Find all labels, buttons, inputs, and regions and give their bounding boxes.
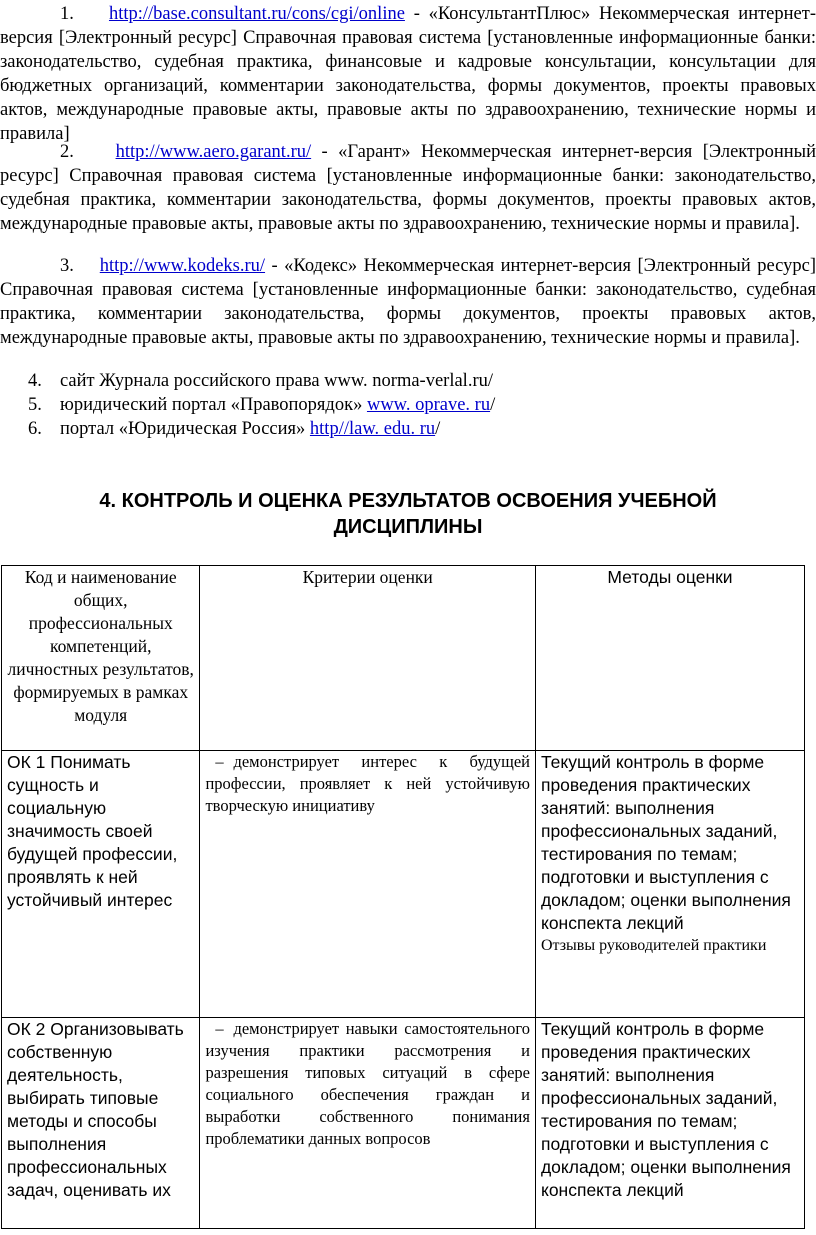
reference-item-6 [28, 417, 440, 441]
header-criteria: Критерии оценки [200, 566, 536, 751]
methods-text: Текущий контроль в форме проведения практических занятий: выполнения профессиональных заданий, тестирования по темам; подготовки и выступления с докладом; оценки выполнения конспекта лекций [540, 752, 791, 933]
section-title [0, 488, 816, 540]
reference-text: сайт Журнала российского права www. norma-verlal.ru/ [60, 371, 493, 391]
section-title-line2: ДИСЦИПЛИНЫ [333, 516, 483, 538]
reference-number: 6. [28, 419, 42, 439]
reference-item-1 [0, 2, 816, 146]
assessment-table [1, 565, 805, 1229]
header-competence-code: Код и наименование общих, профессиональных компетенций, личностных результатов, формируемых в рамках модуля [2, 566, 200, 751]
table-row [2, 1018, 805, 1229]
methods-text: Текущий контроль в форме проведения практических занятий: выполнения профессиональных заданий, тестирования по темам; подготовки и выступления с докладом; оценки выполнения конспекта лекций [540, 1019, 791, 1200]
reference-item-5 [28, 393, 495, 417]
reference-text: - «КонсультантПлюс» Некоммерческая интернет-версия [Электронный ресурс] Справочная правовая система [установленные информационные банки: законодательство, судебная практика, финансовые и кадровые консультации, консультации для бюджетных организаций, комментарии законодательства, формы документов, проекты правовых актов, международные правовые акты, правовые акты по здравоохранению, технические нормы и правила] [0, 4, 816, 144]
table-row [2, 751, 805, 1018]
methods-cell [535, 751, 804, 1018]
reference-number: 3. [60, 256, 74, 276]
dash-marker: – [215, 752, 224, 771]
reference-tail: / [490, 395, 496, 415]
reference-number: 1. [60, 4, 74, 24]
reference-tail: / [435, 419, 441, 439]
criteria-text: демонстрирует навыки самостоятельного изучения практики рассмотрения и разрешения типовых ситуаций в сфере социального обеспечения граждан и выработки собственного понимания проблематики данных вопросов [205, 1019, 530, 1148]
oprave-link[interactable]: www. oprave. ru [366, 395, 491, 415]
table-header-row [2, 566, 805, 751]
kodeks-link[interactable]: http://www.kodeks.ru/ [99, 256, 266, 276]
methods-cell [535, 1018, 804, 1229]
reference-text: - «Кодекс» Некоммерческая интернет-версия [Электронный ресурс] Справочная правовая система [установленные информационные банки: законодательство, судебная практика, комментарии законодательства, формы документов, проекты правовых актов, международные правовые акты, правовые акты по здравоохранению, технические нормы и правила]. [0, 256, 816, 348]
competence-code-cell: ОК 1 Понимать сущность и социальную значимость своей будущей профессии, проявлять к ней устойчивый интерес [2, 751, 200, 1018]
reference-text: - «Гарант» Некоммерческая интернет-версия [Электронный ресурс] Справочная правовая система [установленные информационные банки: законодательство, судебная практика, комментарии законодательства, формы документов, проекты правовых актов, международные правовые акты, правовые акты по здравоохранению, технические нормы и правила]. [0, 142, 816, 234]
reviews-text: Отзывы руководителей практики [540, 937, 767, 954]
reference-item-4 [28, 369, 493, 393]
reference-item-2 [0, 140, 816, 236]
header-methods: Методы оценки [535, 566, 804, 751]
reference-text: юридический портал «Правопорядок» [60, 395, 367, 415]
reference-number: 4. [28, 371, 42, 391]
garant-link[interactable]: http://www.aero.garant.ru/ [115, 142, 312, 162]
dash-marker: – [215, 1019, 224, 1038]
section-title-line1: 4. КОНТРОЛЬ И ОЦЕНКА РЕЗУЛЬТАТОВ ОСВОЕНИЯ УЧЕБНОЙ [99, 490, 717, 512]
competence-code-cell: ОК 2 Организовывать собственную деятельность, выбирать типовые методы и способы выполнения профессиональных задач, оценивать их [2, 1018, 200, 1229]
law-edu-link[interactable]: http//law. edu. ru [309, 419, 436, 439]
criteria-cell [200, 1018, 536, 1229]
reference-number: 2. [60, 142, 74, 162]
consultant-link[interactable]: http://base.consultant.ru/cons/cgi/online [108, 4, 405, 24]
criteria-cell [200, 751, 536, 1018]
reference-number: 5. [28, 395, 42, 415]
criteria-text: демонстрирует интерес к будущей профессии, проявляет к ней устойчивую творческую инициативу [205, 752, 530, 815]
reference-text: портал «Юридическая Россия» [60, 419, 310, 439]
reference-item-3 [0, 254, 816, 350]
